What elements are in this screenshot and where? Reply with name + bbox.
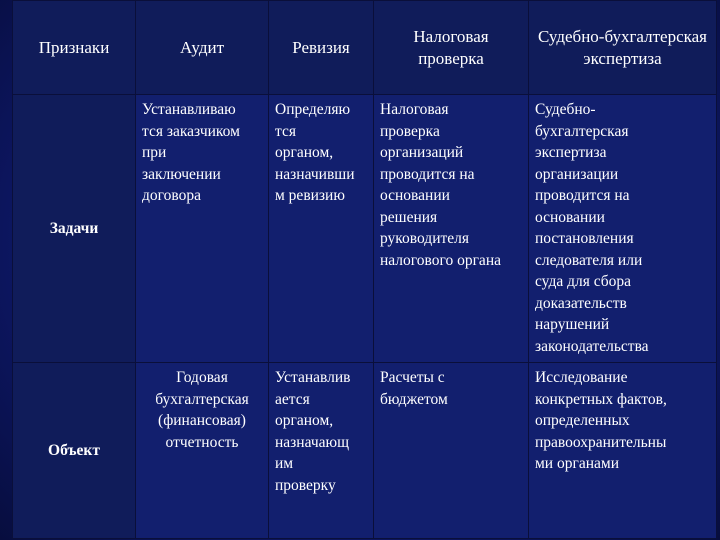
- row-label-tasks: Задачи: [13, 95, 136, 363]
- cell-object-tax-inspection: Расчеты с бюджетом: [374, 363, 529, 539]
- header-cell-tax-inspection: Налоговая проверка: [374, 1, 529, 95]
- cell-tasks-audit: Устанавливаю тся заказчиком при заключении договора: [136, 95, 269, 363]
- table-row-object: [13, 363, 717, 539]
- header-cell-revision: Ревизия: [269, 1, 374, 95]
- row-label-object: Объект: [13, 363, 136, 539]
- cell-tasks-tax-inspection: Налоговая проверка организаций проводится на основании решения руководителя налогового органа: [374, 95, 529, 363]
- table-row-tasks: [13, 95, 717, 363]
- cell-tasks-forensic-expertise: Судебно- бухгалтерская экспертиза организации проводится на основании постановления следователя или суда для сбора доказательств нарушений законодательства: [529, 95, 717, 363]
- cell-object-revision: Устанавлив ается органом, назначающ им проверку: [269, 363, 374, 539]
- header-cell-forensic-expertise: Судебно-бухгалтерская экспертиза: [529, 1, 717, 95]
- header-cell-features: Признаки: [13, 1, 136, 95]
- comparison-table: [12, 0, 717, 539]
- header-cell-audit: Аудит: [136, 1, 269, 95]
- table-header-row: [13, 1, 717, 95]
- cell-tasks-revision: Определяю тся органом, назначивши м ревизию: [269, 95, 374, 363]
- cell-object-audit: Годовая бухгалтерская (финансовая) отчетность: [136, 363, 269, 539]
- cell-object-forensic-expertise: Исследование конкретных фактов, определенных правоохранительны ми органами: [529, 363, 717, 539]
